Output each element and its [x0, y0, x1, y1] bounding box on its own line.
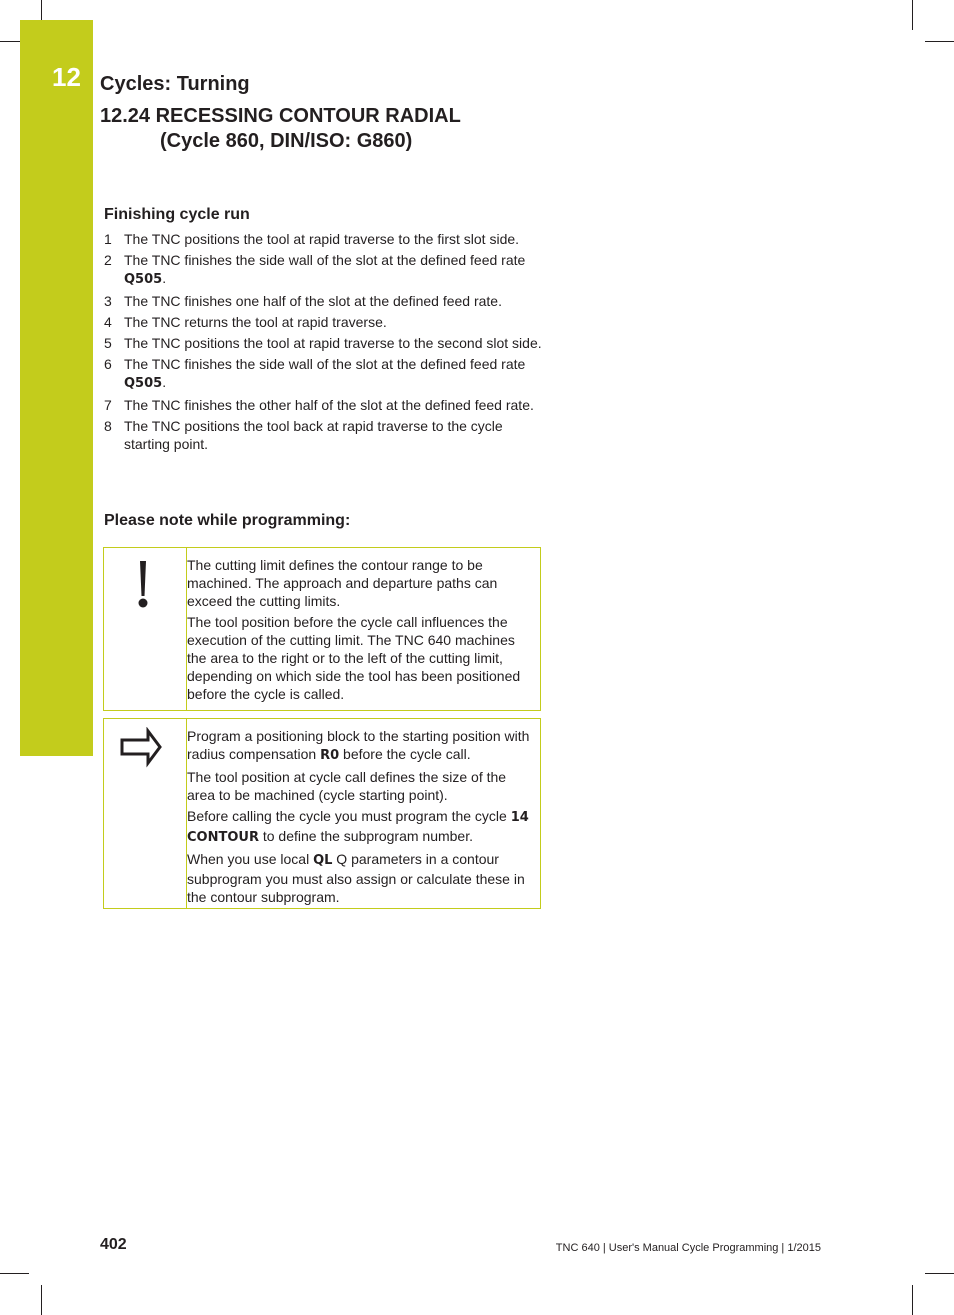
finishing-heading: Finishing cycle run: [104, 206, 250, 223]
list-item: 3 The TNC finishes one half of the slot at the defined feed rate.: [104, 293, 502, 309]
list-item: 8 The TNC positions the tool back at rapid traverse to the cycle starting point.: [104, 418, 503, 452]
crop-mark: [925, 41, 954, 42]
hint-paragraph: Before calling the cycle you must program the cycle 14 CONTOUR to define the subprogram number.: [187, 808, 529, 845]
finishing-steps-list: [104, 230, 544, 456]
hint-icon-column: [104, 719, 187, 908]
hint-paragraph: Program a positioning block to the starting position with radius compensation R0 before the cycle call.: [187, 728, 530, 763]
code-r0: R0: [320, 748, 340, 763]
crop-mark: [0, 1273, 29, 1274]
chapter-title: Cycles: Turning: [100, 73, 250, 95]
footer-text: TNC 640 | User's Manual Cycle Programming | 1/2015: [555, 1242, 821, 1254]
crop-mark: [912, 0, 913, 30]
section-title-line1: 12.24 RECESSING CONTOUR RADIAL: [100, 105, 461, 127]
warning-paragraph: The tool position before the cycle call influences the execution of the cutting limit. The TNC 640 machines the area to the right or to the left of the cutting limit, depending on which side the tool has been positioned before the cycle is called.: [187, 614, 521, 702]
crop-mark: [925, 1273, 954, 1274]
section-title: [100, 104, 461, 154]
hint-text: [187, 719, 540, 917]
chapter-number: 12: [52, 62, 81, 92]
hint-note-box: [103, 718, 541, 909]
code-14-contour: 14 CONTOUR: [187, 810, 529, 845]
crop-mark: [41, 1285, 42, 1315]
code-q505: Q505: [124, 272, 163, 287]
crop-mark: [912, 1285, 913, 1315]
code-ql: QL: [313, 853, 333, 868]
warning-text: [187, 548, 540, 714]
chapter-band: [20, 20, 93, 756]
crop-mark: [41, 0, 42, 20]
exclamation-icon: [104, 556, 186, 626]
code-q505: Q505: [124, 376, 163, 391]
list-item: 6 The TNC finishes the side wall of the slot at the defined feed rate Q505.: [104, 356, 526, 391]
list-item: 2 The TNC finishes the side wall of the slot at the defined feed rate Q505.: [104, 252, 526, 287]
list-item: 5 The TNC positions the tool at rapid traverse to the second slot side.: [104, 335, 542, 351]
arrow-right-icon: [104, 727, 186, 777]
crop-mark: [0, 41, 20, 42]
warning-paragraph: The cutting limit defines the contour range to be machined. The approach and departure paths can exceed the cutting limits.: [187, 557, 498, 609]
warning-icon-column: [104, 548, 187, 710]
list-item: 1 The TNC positions the tool at rapid traverse to the first slot side.: [104, 231, 520, 247]
list-item: 7 The TNC finishes the other half of the slot at the defined feed rate.: [104, 397, 534, 413]
warning-note-box: [103, 547, 541, 711]
hint-paragraph: The tool position at cycle call defines the size of the area to be machined (cycle starting point).: [187, 769, 507, 803]
hint-paragraph: When you use local QL Q parameters in a contour subprogram you must also assign or calculate these in the contour subprogram.: [187, 851, 525, 905]
section-title-line2: (Cycle 860, DIN/ISO: G860): [160, 130, 413, 152]
notes-heading: Please note while programming:: [104, 512, 351, 529]
page-number: 402: [100, 1236, 127, 1253]
list-item: 4 The TNC returns the tool at rapid traverse.: [104, 314, 387, 330]
